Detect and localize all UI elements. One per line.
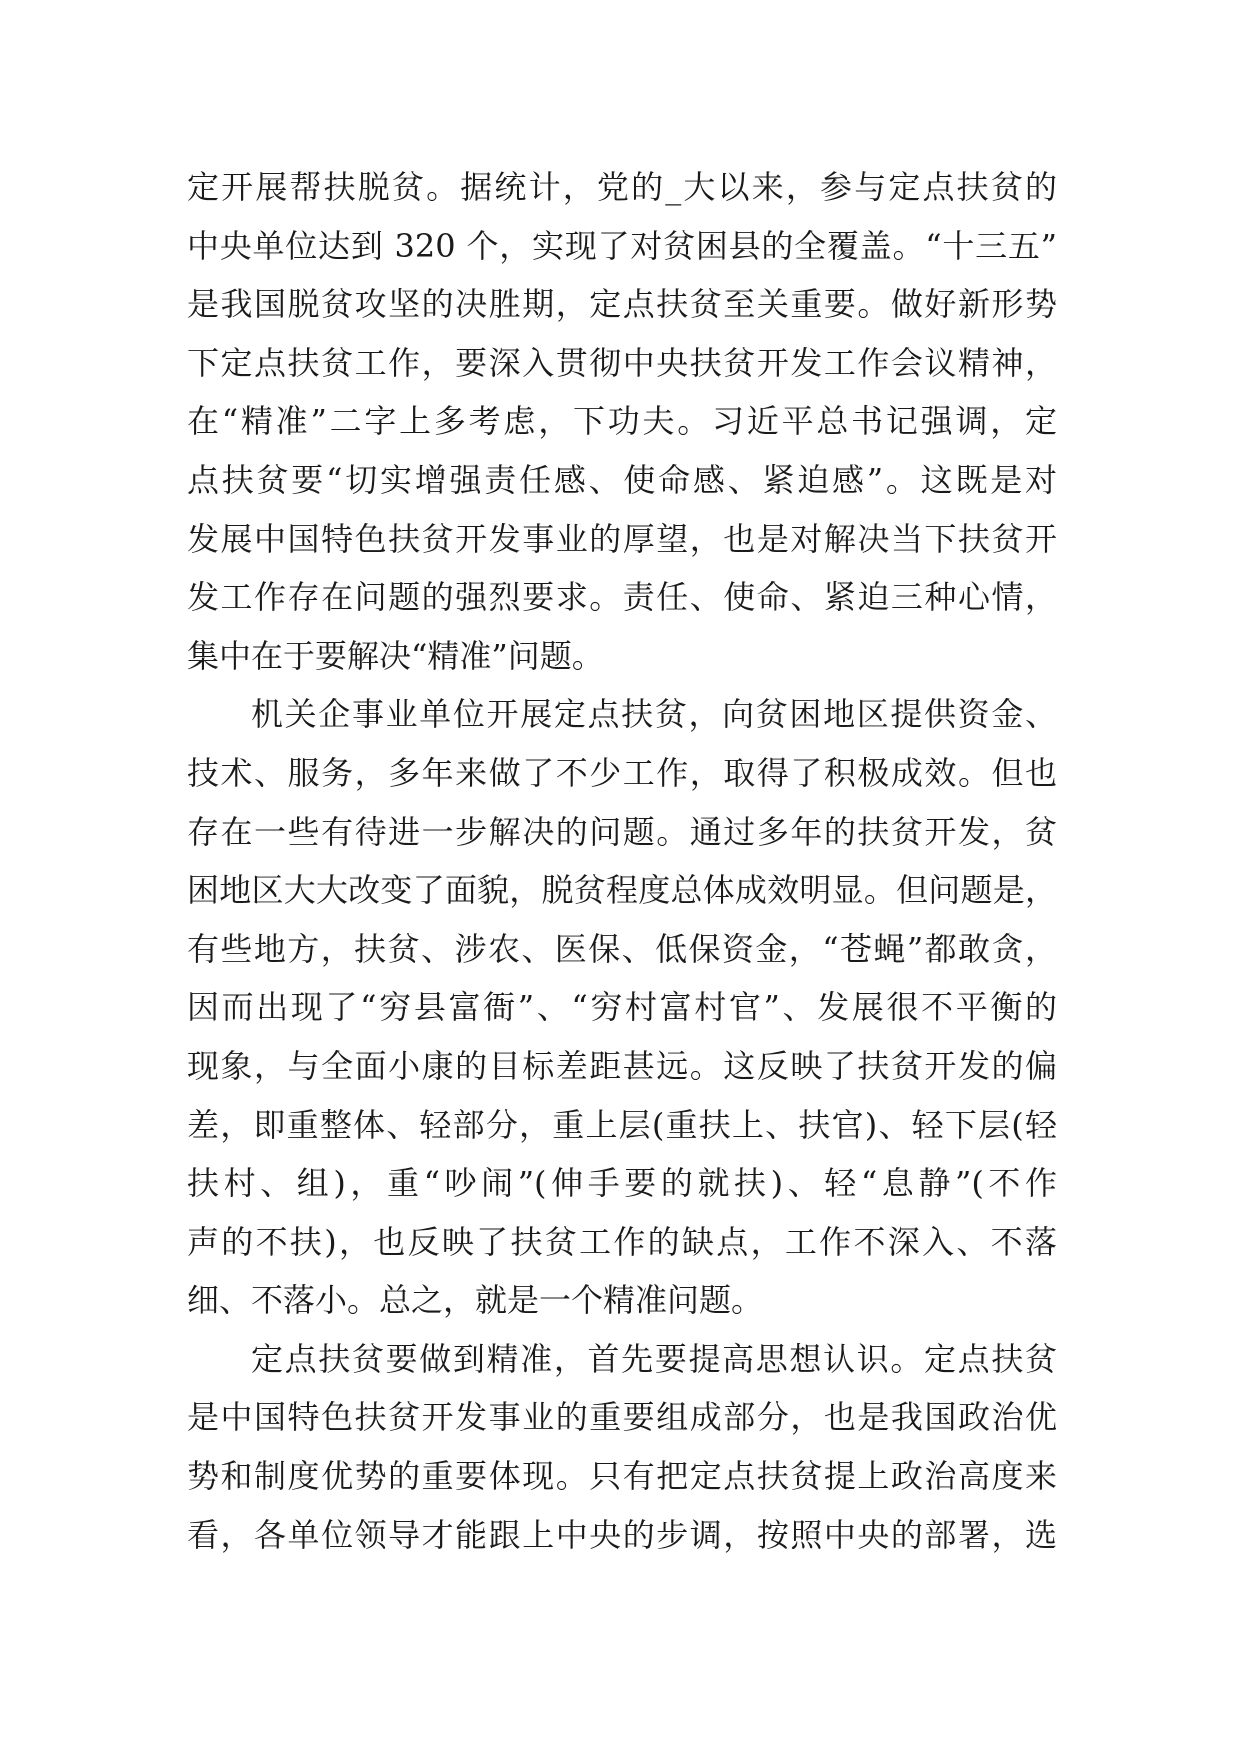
text-line: 扶村、组)，重“吵闹”(伸手要的就扶)、轻“息静”(不作 — [187, 1164, 1057, 1203]
text-line: 存在一些有待进一步解决的问题。通过多年的扶贫开发，贫 — [187, 812, 1057, 851]
text-line: 看，各单位领导才能跟上中央的步调，按照中央的部署，选 — [187, 1515, 1057, 1554]
document-body — [187, 158, 1057, 1564]
text-line: 细、不落小。总之，就是一个精准问题。 — [187, 1281, 764, 1320]
text-line: 集中在于要解决“精准”问题。 — [187, 636, 604, 675]
text-line: 因而出现了“穷县富衙”、“穷村富村官”、发展很不平衡的 — [187, 988, 1057, 1027]
text-line: 定开展帮扶脱贫。据统计，党的_大以来，参与定点扶贫的 — [187, 168, 1057, 206]
text-line: 势和制度优势的重要体现。只有把定点扶贫提上政治高度来 — [187, 1457, 1057, 1496]
text-line: 困地区大大改变了面貌，脱贫程度总体成效明显。但问题是， — [187, 871, 1057, 910]
text-line: 机关企事业单位开展定点扶贫，向贫困地区提供资金、 — [251, 695, 1057, 734]
text-line: 点扶贫要“切实增强责任感、使命感、紧迫感”。这既是对 — [187, 460, 1057, 499]
text-line: 是我国脱贫攻坚的决胜期，定点扶贫至关重要。做好新形势 — [187, 285, 1057, 324]
text-line: 现象，与全面小康的目标差距甚远。这反映了扶贫开发的偏 — [187, 1046, 1057, 1085]
text-line: 下定点扶贫工作，要深入贯彻中央扶贫开发工作会议精神， — [187, 343, 1057, 382]
text-line: 声的不扶)，也反映了扶贫工作的缺点，工作不深入、不落 — [187, 1222, 1057, 1261]
text-line: 在“精准”二字上多考虑，下功夫。习近平总书记强调，定 — [187, 402, 1057, 441]
paragraph-3 — [187, 1330, 1057, 1564]
paragraph-2 — [187, 685, 1057, 1330]
text-line: 发工作存在问题的强烈要求。责任、使命、紧迫三种心情， — [187, 578, 1057, 617]
text-line: 差，即重整体、轻部分，重上层(重扶上、扶官)、轻下层(轻 — [187, 1105, 1057, 1144]
text-line: 是中国特色扶贫开发事业的重要组成部分，也是我国政治优 — [187, 1398, 1057, 1437]
paragraph-1 — [187, 158, 1057, 685]
text-line: 定点扶贫要做到精准，首先要提高思想认识。定点扶贫 — [251, 1339, 1057, 1378]
text-line: 发展中国特色扶贫开发事业的厚望，也是对解决当下扶贫开 — [187, 519, 1057, 558]
text-line: 技术、服务，多年来做了不少工作，取得了积极成效。但也 — [187, 753, 1057, 792]
text-line: 有些地方，扶贫、涉农、医保、低保资金，“苍蝇”都敢贪， — [187, 929, 1057, 968]
text-line: 中央单位达到 320 个，实现了对贫困县的全覆盖。“十三五” — [187, 226, 1057, 265]
